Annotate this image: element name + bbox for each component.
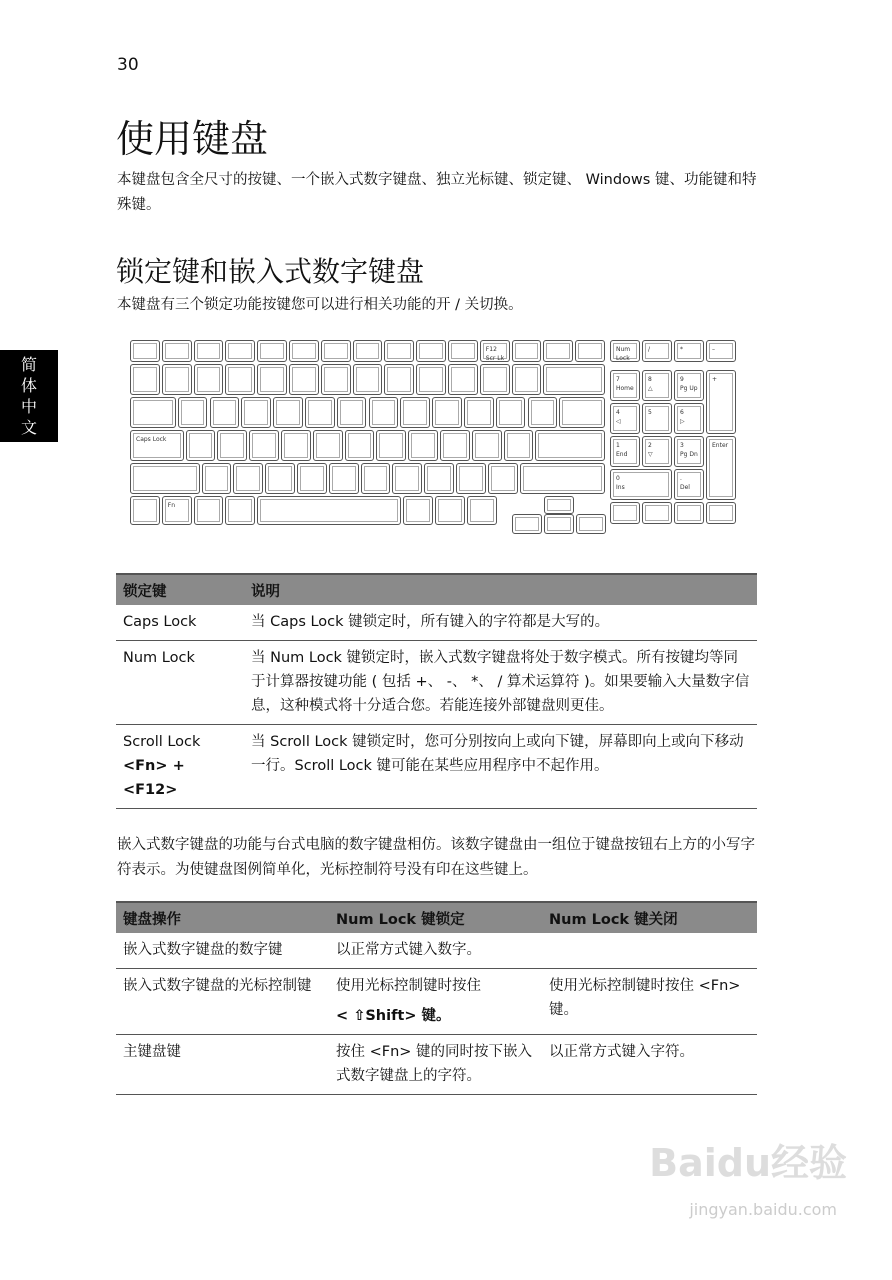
keyboard-key <box>345 430 375 461</box>
keyboard-key <box>313 430 343 461</box>
keyboard-key <box>305 397 335 428</box>
numlock-on-cell: 以正常方式键入数字。 <box>329 933 542 969</box>
key-combo: <Fn> + <F12> <box>123 758 185 798</box>
keyboard-key: 1 End <box>610 436 640 467</box>
op-cell: 嵌入式数字键盘的光标控制键 <box>116 969 329 1035</box>
side-tab-label: 简体中文 <box>20 355 37 437</box>
numpad-paragraph: 嵌入式数字键盘的功能与台式电脑的数字键盘相仿。该数字键盘由一组位于键盘按钮右上方的小写字符表示。为使键盘图例简单化，光标控制符号没有印在这些键上。 <box>117 837 755 878</box>
section-title: 锁定键和嵌入式数字键盘 <box>116 255 425 288</box>
key-cell <box>116 725 244 809</box>
header-cell: 说明 <box>244 574 757 605</box>
keyboard-key <box>321 340 351 362</box>
keyboard-key: Caps Lock <box>130 430 184 461</box>
table-row <box>116 725 757 809</box>
keyboard-key <box>674 502 704 524</box>
keyboard-key: 9 Pg Up <box>674 370 704 401</box>
keyboard-key <box>512 340 542 362</box>
numlock-off-cell: 使用光标控制键时按住 <Fn> 键。 <box>542 969 757 1035</box>
keyboard-key <box>361 463 391 494</box>
keyboard-key <box>610 502 640 524</box>
keyboard-key <box>512 514 542 534</box>
key-cell: Num Lock <box>116 641 244 725</box>
keyboard-key <box>249 430 279 461</box>
keyboard-key <box>321 364 351 395</box>
keyboard-key <box>512 364 542 395</box>
keyboard-key <box>194 340 224 362</box>
keyboard-key <box>435 496 465 525</box>
op-cell: 主键盘键 <box>116 1035 329 1095</box>
keyboard-key: 8 △ <box>642 370 672 401</box>
keyboard-key <box>130 364 160 395</box>
table-row <box>116 605 757 641</box>
keyboard-key: * <box>674 340 704 362</box>
keyboard-key: 0 Ins <box>610 469 672 500</box>
keyboard-key <box>337 397 367 428</box>
language-side-tab <box>0 350 58 442</box>
keyboard-key <box>257 364 287 395</box>
keyboard-key: . Del <box>674 469 704 500</box>
keyboard-key <box>403 496 433 525</box>
keyboard-key <box>130 463 200 494</box>
keyboard-key: Num Lock <box>610 340 640 362</box>
keyboard-key <box>162 340 192 362</box>
keyboard-key <box>353 340 383 362</box>
on-text: 使用光标控制键时按住 <box>336 978 481 994</box>
keyboard-key <box>467 496 497 525</box>
keyboard-key: / <box>642 340 672 362</box>
keyboard-key <box>424 463 454 494</box>
keyboard-key <box>329 463 359 494</box>
desc-cell: 当 Caps Lock 键锁定时，所有键入的字符都是大写的。 <box>244 605 757 641</box>
keyboard-key <box>400 397 430 428</box>
keyboard-key <box>178 397 208 428</box>
keyboard-key <box>225 496 255 525</box>
table-header-row <box>116 902 757 933</box>
keyboard-key <box>257 496 401 525</box>
keyboard-key <box>130 397 176 428</box>
intro-paragraph: 本键盘包含全尺寸的按键、一个嵌入式数字键盘、独立光标键、锁定键、 Windows 键、功能键和特殊键。 <box>117 172 757 213</box>
keyboard-key <box>535 430 605 461</box>
keyboard-key <box>496 397 526 428</box>
table-row <box>116 641 757 725</box>
keyboard-key <box>440 430 470 461</box>
header-cell: 锁定键 <box>116 574 244 605</box>
content-flow <box>116 573 757 1095</box>
keyboard-key <box>528 397 558 428</box>
desc-cell: 当 Scroll Lock 键锁定时，您可分别按向上或向下键，屏幕即向上或向下移动一行。Scroll Lock 键可能在某些应用程序中不起作用。 <box>244 725 757 809</box>
watermark-url: jingyan.baidu.com <box>689 1200 837 1219</box>
desc-cell: 当 Num Lock 键锁定时，嵌入式数字键盘将处于数字模式。所有按键均等同于计算器按键功能 ( 包括 +、 -、 *、 / 算术运算符 )。如果要输入大量数字信息，这种模式将十分适合您。若能连接外部键盘则更佳。 <box>244 641 757 725</box>
keyboard-diagram <box>130 338 742 538</box>
keyboard-key <box>130 340 160 362</box>
keyboard-key <box>297 463 327 494</box>
keyboard-key: 7 Home <box>610 370 640 401</box>
keyboard-key <box>456 463 486 494</box>
keyboard-key <box>289 364 319 395</box>
keyboard-key: 4 ◁ <box>610 403 640 434</box>
keyboard-key <box>448 340 478 362</box>
page-title: 使用键盘 <box>116 117 269 161</box>
keyboard-key: 5 <box>642 403 672 434</box>
keyboard-key <box>186 430 216 461</box>
keyboard-key: Fn <box>162 496 192 525</box>
keyboard-key <box>576 514 606 534</box>
table-row <box>116 1035 757 1095</box>
keyboard-key <box>464 397 494 428</box>
numlock-on-cell <box>329 969 542 1035</box>
keyboard-key <box>281 430 311 461</box>
keyboard-key: + <box>706 370 736 434</box>
keyboard-key <box>575 340 605 362</box>
keyboard-operation-table <box>116 901 757 1095</box>
keyboard-key <box>233 463 263 494</box>
key-cell: Caps Lock <box>116 605 244 641</box>
keyboard-key <box>376 430 406 461</box>
keyboard-key <box>543 340 573 362</box>
keyboard-key <box>241 397 271 428</box>
section-intro: 本键盘有三个锁定功能按键您可以进行相关功能的开 / 关切换。 <box>117 297 523 313</box>
numlock-on-cell: 按住 <Fn> 键的同时按下嵌入式数字键盘上的字符。 <box>329 1035 542 1095</box>
keyboard-key <box>257 340 287 362</box>
keyboard-key <box>488 463 518 494</box>
keyboard-key <box>392 463 422 494</box>
keyboard-key: 2 ▽ <box>642 436 672 467</box>
lock-keys-table <box>116 573 757 809</box>
keyboard-key <box>480 364 510 395</box>
table-row <box>116 969 757 1035</box>
watermark-logo: Baidu经验 <box>649 1141 847 1185</box>
keyboard-key <box>217 430 247 461</box>
keyboard-key <box>448 364 478 395</box>
keyboard-key <box>202 463 232 494</box>
keyboard-key <box>225 364 255 395</box>
keyboard-key <box>504 430 534 461</box>
keyboard-key <box>384 340 414 362</box>
keyboard-key <box>408 430 438 461</box>
keyboard-key: 3 Pg Dn <box>674 436 704 467</box>
header-cell: 键盘操作 <box>116 902 329 933</box>
numlock-off-cell: 以正常方式键入字符。 <box>542 1035 757 1095</box>
keyboard-key <box>416 340 446 362</box>
keyboard-key <box>544 514 574 534</box>
keyboard-key <box>706 502 736 524</box>
op-cell: 嵌入式数字键盘的数字键 <box>116 933 329 969</box>
keyboard-key <box>520 463 605 494</box>
keyboard-key <box>194 496 224 525</box>
keyboard-key <box>273 397 303 428</box>
header-cell: Num Lock 键关闭 <box>542 902 757 933</box>
numlock-off-cell <box>542 933 757 969</box>
keyboard-key: Enter <box>706 436 736 500</box>
key-name: Scroll Lock <box>123 734 201 750</box>
keyboard-key <box>162 364 192 395</box>
keyboard-key <box>369 397 399 428</box>
table-row <box>116 933 757 969</box>
keyboard-key <box>353 364 383 395</box>
header-cell: Num Lock 键锁定 <box>329 902 542 933</box>
keyboard-key <box>130 496 160 525</box>
keyboard-key: F12 Scr Lk <box>480 340 510 362</box>
shift-key-text: < ⇧Shift> 键。 <box>336 1008 451 1024</box>
keyboard-key <box>432 397 462 428</box>
keyboard-key <box>559 397 605 428</box>
page-number: 30 <box>117 55 139 75</box>
keyboard-key <box>642 502 672 524</box>
keyboard-key <box>544 496 574 514</box>
keyboard-key <box>210 397 240 428</box>
keyboard-key <box>472 430 502 461</box>
keyboard-key <box>384 364 414 395</box>
keyboard-key <box>265 463 295 494</box>
keyboard-key: 6 ▷ <box>674 403 704 434</box>
table-header-row <box>116 574 757 605</box>
keyboard-key: – <box>706 340 736 362</box>
keyboard-key <box>194 364 224 395</box>
keyboard-key <box>289 340 319 362</box>
keyboard-key <box>416 364 446 395</box>
keyboard-key <box>225 340 255 362</box>
keyboard-key <box>543 364 605 395</box>
